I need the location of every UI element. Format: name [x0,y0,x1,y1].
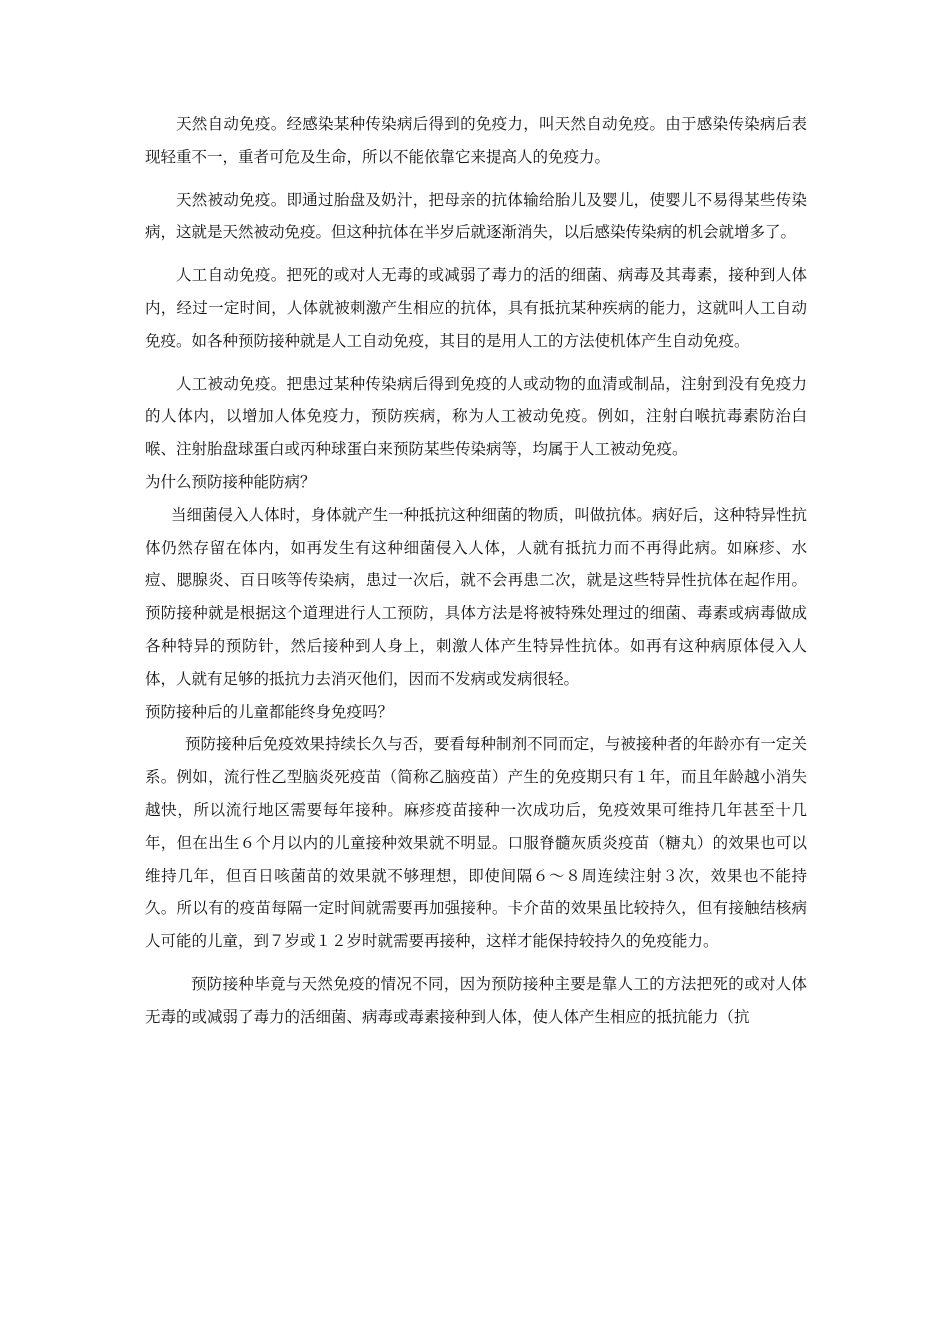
paragraph-vaccination-vs-natural: 预防接种毕竟与天然免疫的情况不同，因为预防接种主要是靠人工的方法把死的或对人体无毒的或减弱了毒力的活细菌、病毒或毒素接种到人体，使人体产生相应的抵抗能力（抗 [145,974,807,1026]
paragraph-antibody-explanation: 当细菌侵入人体时，身体就产生一种抵抗这种细菌的物质，叫做抗体。病好后，这种特异性抗体仍然存留在体内，如再发生有这种细菌侵入人体，人就有抵抗力而不再得此病。如麻疹、水痘、腮腺炎、百日咳等传染病，患过一次后，就不会再患二次，就是这些特异性抗体在起作用。预防接种就是根据这个道理进行人工预防，具体方法是将被特殊处理过的细菌、毒素或病毒做成各种特异的预防针，然后接种到人身上，刺激人体产生特异性抗体。如再有这种病原体侵入人体，人就有足够的抵抗力去消灭他们，因而不发病或发病很轻。 [145,505,807,688]
document-body [145,108,807,1034]
section-heading-lifelong-immunity: 预防接种后的儿童都能终身免疫吗？ [145,702,394,721]
section-heading-why-vaccination: 为什么预防接种能防病？ [145,472,316,491]
paragraph-natural-passive-immunity: 天然被动免疫。即通过胎盘及奶汁，把母亲的抗体输给胎儿及婴儿，使婴儿不易得某些传染病，这就是天然被动免疫。但这种抗体在半岁后就逐渐消失，以后感染传染病的机会就增多了。 [145,190,807,242]
paragraph-artificial-passive-immunity: 人工被动免疫。把患过某种传染病后得到免疫的人或动物的血清或制品，注射到没有免疫力的人体内，以增加人体免疫力，预防疾病，称为人工被动免疫。例如，注射白喉抗毒素防治白喉、注射胎盘球蛋白或丙种球蛋白来预防某些传染病等，均属于人工被动免疫。 [145,374,807,459]
paragraph-artificial-active-immunity: 人工自动免疫。把死的或对人无毒的或减弱了毒力的活的细菌、病毒及其毒素，接种到人体内，经过一定时间，人体就被刺激产生相应的抗体，具有抵抗某种疾病的能力，这就叫人工自动免疫。如各种预防接种就是人工自动免疫，其目的是用人工的方法使机体产生自动免疫。 [145,266,807,350]
paragraph-natural-active-immunity: 天然自动免疫。经感染某种传染病后得到的免疫力，叫天然自动免疫。由于感染传染病后表现轻重不一，重者可危及生命，所以不能依靠它来提高人的免疫力。 [145,115,807,166]
paragraph-immunity-duration: 预防接种后免疫效果持续长久与否，要看每种制剂不同而定，与被接种者的年龄亦有一定关系。例如，流行性乙型脑炎死疫苗（简称乙脑疫苗）产生的免疫期只有１年，而且年龄越小消失越快，所以流行地区需要每年接种。麻疹疫苗接种一次成功后，免疫效果可维持几年甚至十几年，但在出生６个月以内的儿童接种效果就不明显。口服脊髓灰质炎疫苗（糖丸）的效果也可以维持几年，但百日咳菌苗的效果就不够理想，即使间隔６～８周连续注射３次，效果也不能持久。所以有的疫苗每隔一定时间就需要再加强接种。卡介苗的效果虽比较持久，但有接触结核病人可能的儿童，到７岁或１２岁时就需要再接种，这样才能保持较持久的免疫能力。 [145,735,807,951]
